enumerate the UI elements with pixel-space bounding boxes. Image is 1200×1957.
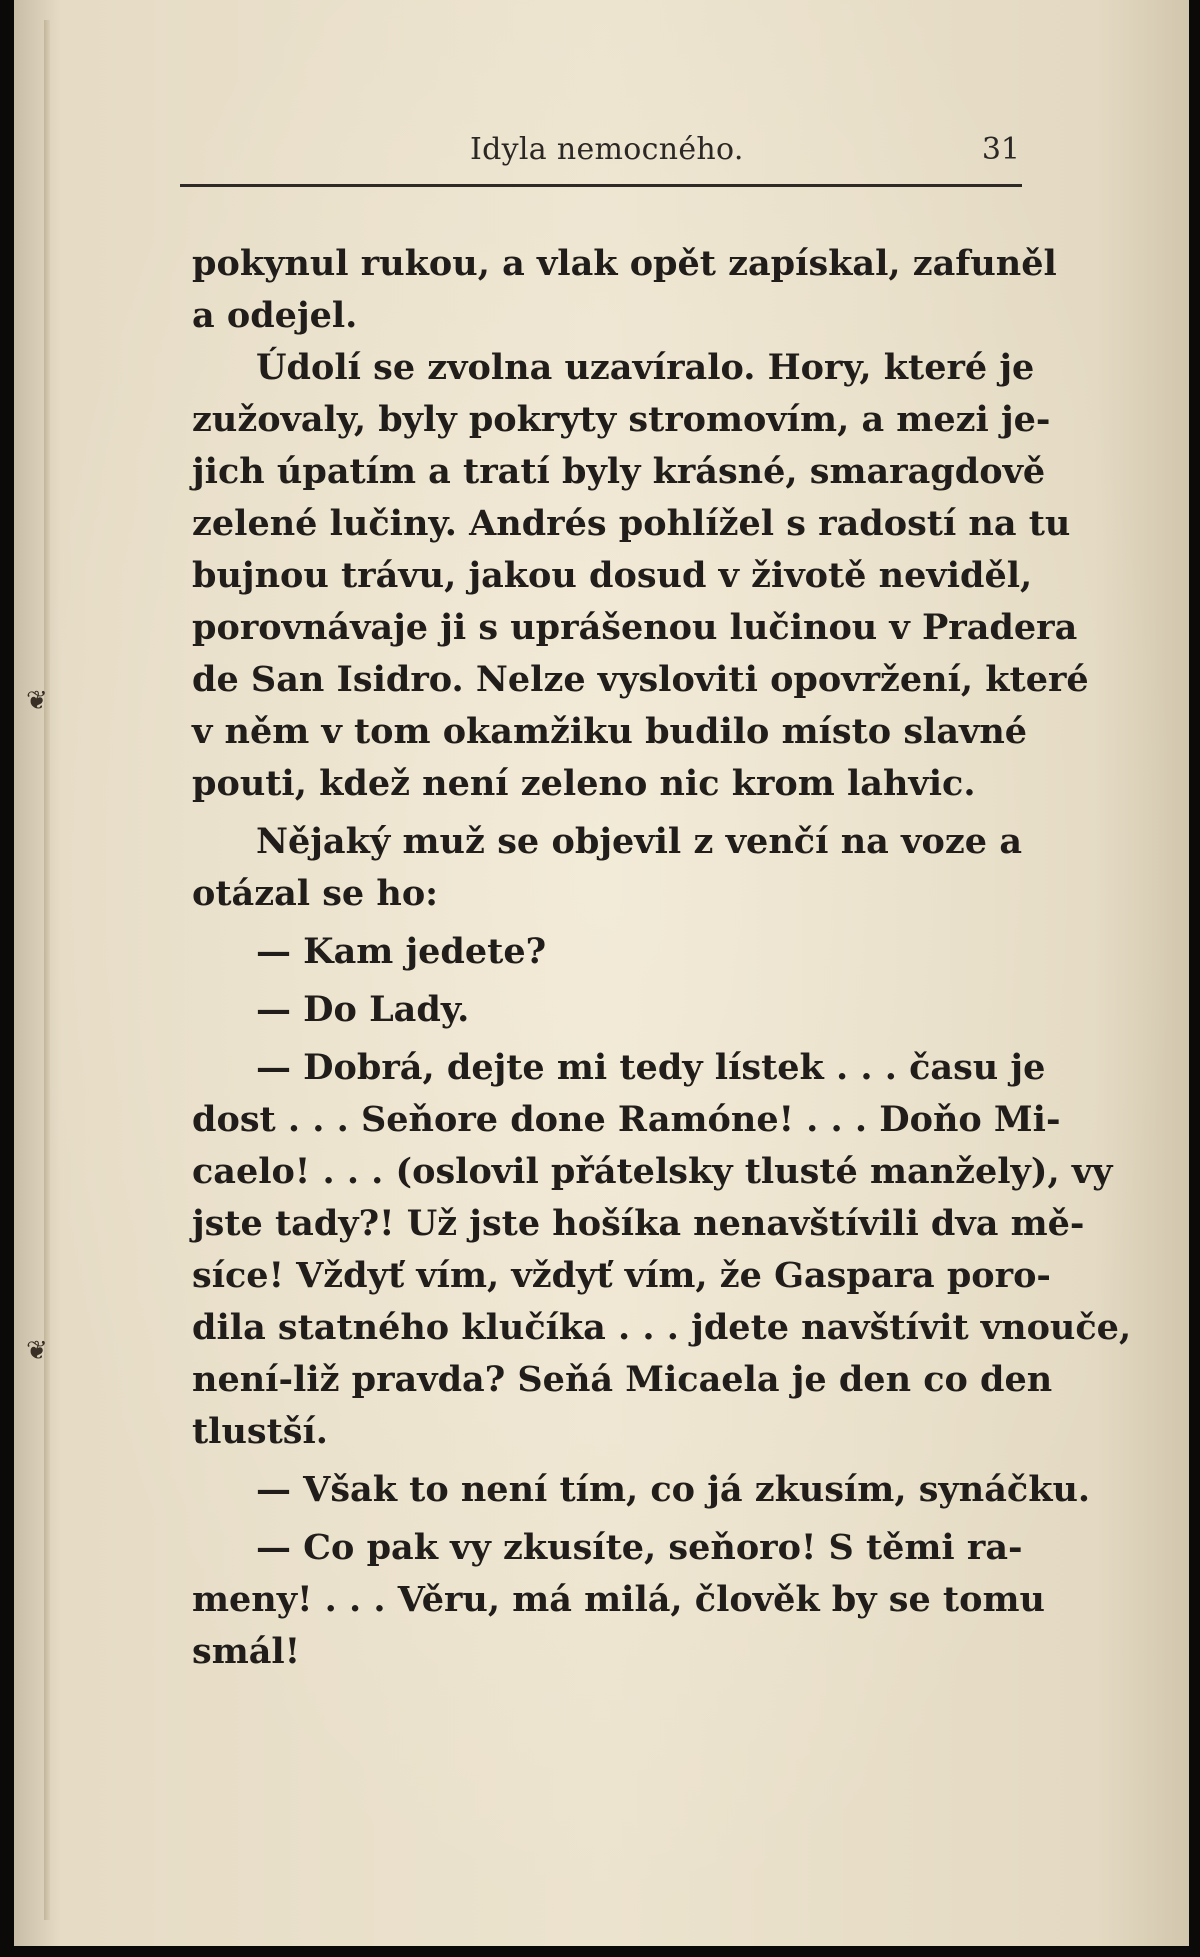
running-header (180, 128, 1022, 187)
text-line: jste tady?! Už jste hošíka nenavštívili dva mě- (192, 1203, 1085, 1244)
text-line: smál! (192, 1631, 301, 1672)
page-number: 31 (981, 132, 1020, 167)
text-line: de San Isidro. Nelze vysloviti opovržení, které (192, 659, 1089, 700)
margin-ornament-top: ❦ (26, 686, 48, 716)
text-line: tlustší. (192, 1411, 328, 1452)
dialogue-line: — Do Lady. (256, 989, 470, 1030)
text-line: není-liž pravda? Seňá Micaela je den co den (192, 1359, 1053, 1400)
text-line: zelené lučiny. Andrés pohlížel s radostí na tu (192, 503, 1071, 544)
book-page (14, 0, 1189, 1946)
margin-ornament-bottom: ❦ (26, 1336, 48, 1366)
text-line: síce! Vždyť vím, vždyť vím, že Gaspara poro- (192, 1255, 1051, 1296)
text-line: v něm v tom okamžiku budilo místo slavné (192, 711, 1028, 752)
text-line: otázal se ho: (192, 873, 439, 914)
text-line: caelo! . . . (oslovil přátelsky tlusté manžely), vy (192, 1151, 1113, 1192)
text-line: Údolí se zvolna uzavíralo. Hory, které je (256, 347, 1035, 388)
text-line: zužovaly, byly pokryty stromovím, a mezi je- (192, 399, 1051, 440)
dialogue-line: — Co pak vy zkusíte, seňoro! S těmi ra- (256, 1527, 1023, 1568)
text-line: a odejel. (192, 295, 358, 336)
text-line: jich úpatím a tratí byly krásné, smaragdově (192, 451, 1046, 492)
text-line: dost . . . Seňore done Ramóne! . . . Doňo Mi- (192, 1099, 1061, 1140)
running-title: Idyla nemocného. (470, 132, 744, 167)
text-line: pouti, kdež není zeleno nic krom lahvic. (192, 763, 976, 804)
text-line: pokynul rukou, a vlak opět zapískal, zafuněl (192, 243, 1057, 284)
text-line: porovnávaje ji s uprášenou lučinou v Pradera (192, 607, 1078, 648)
text-line: meny! . . . Věru, má milá, člověk by se tomu (192, 1579, 1045, 1620)
text-line: dila statného klučíka . . . jdete navštívit vnouče, (192, 1307, 1132, 1348)
body-text (192, 238, 1132, 1678)
dialogue-line: — Dobrá, dejte mi tedy lístek . . . času je (256, 1047, 1046, 1088)
dialogue-line: — Však to není tím, co já zkusím, synáčku. (256, 1469, 1091, 1510)
text-line: bujnou trávu, jakou dosud v životě neviděl, (192, 555, 1033, 596)
dialogue-line: — Kam jedete? (256, 931, 547, 972)
page-gutter-shadow (44, 20, 50, 1920)
text-line: Nějaký muž se objevil z venčí na voze a (256, 821, 1022, 862)
